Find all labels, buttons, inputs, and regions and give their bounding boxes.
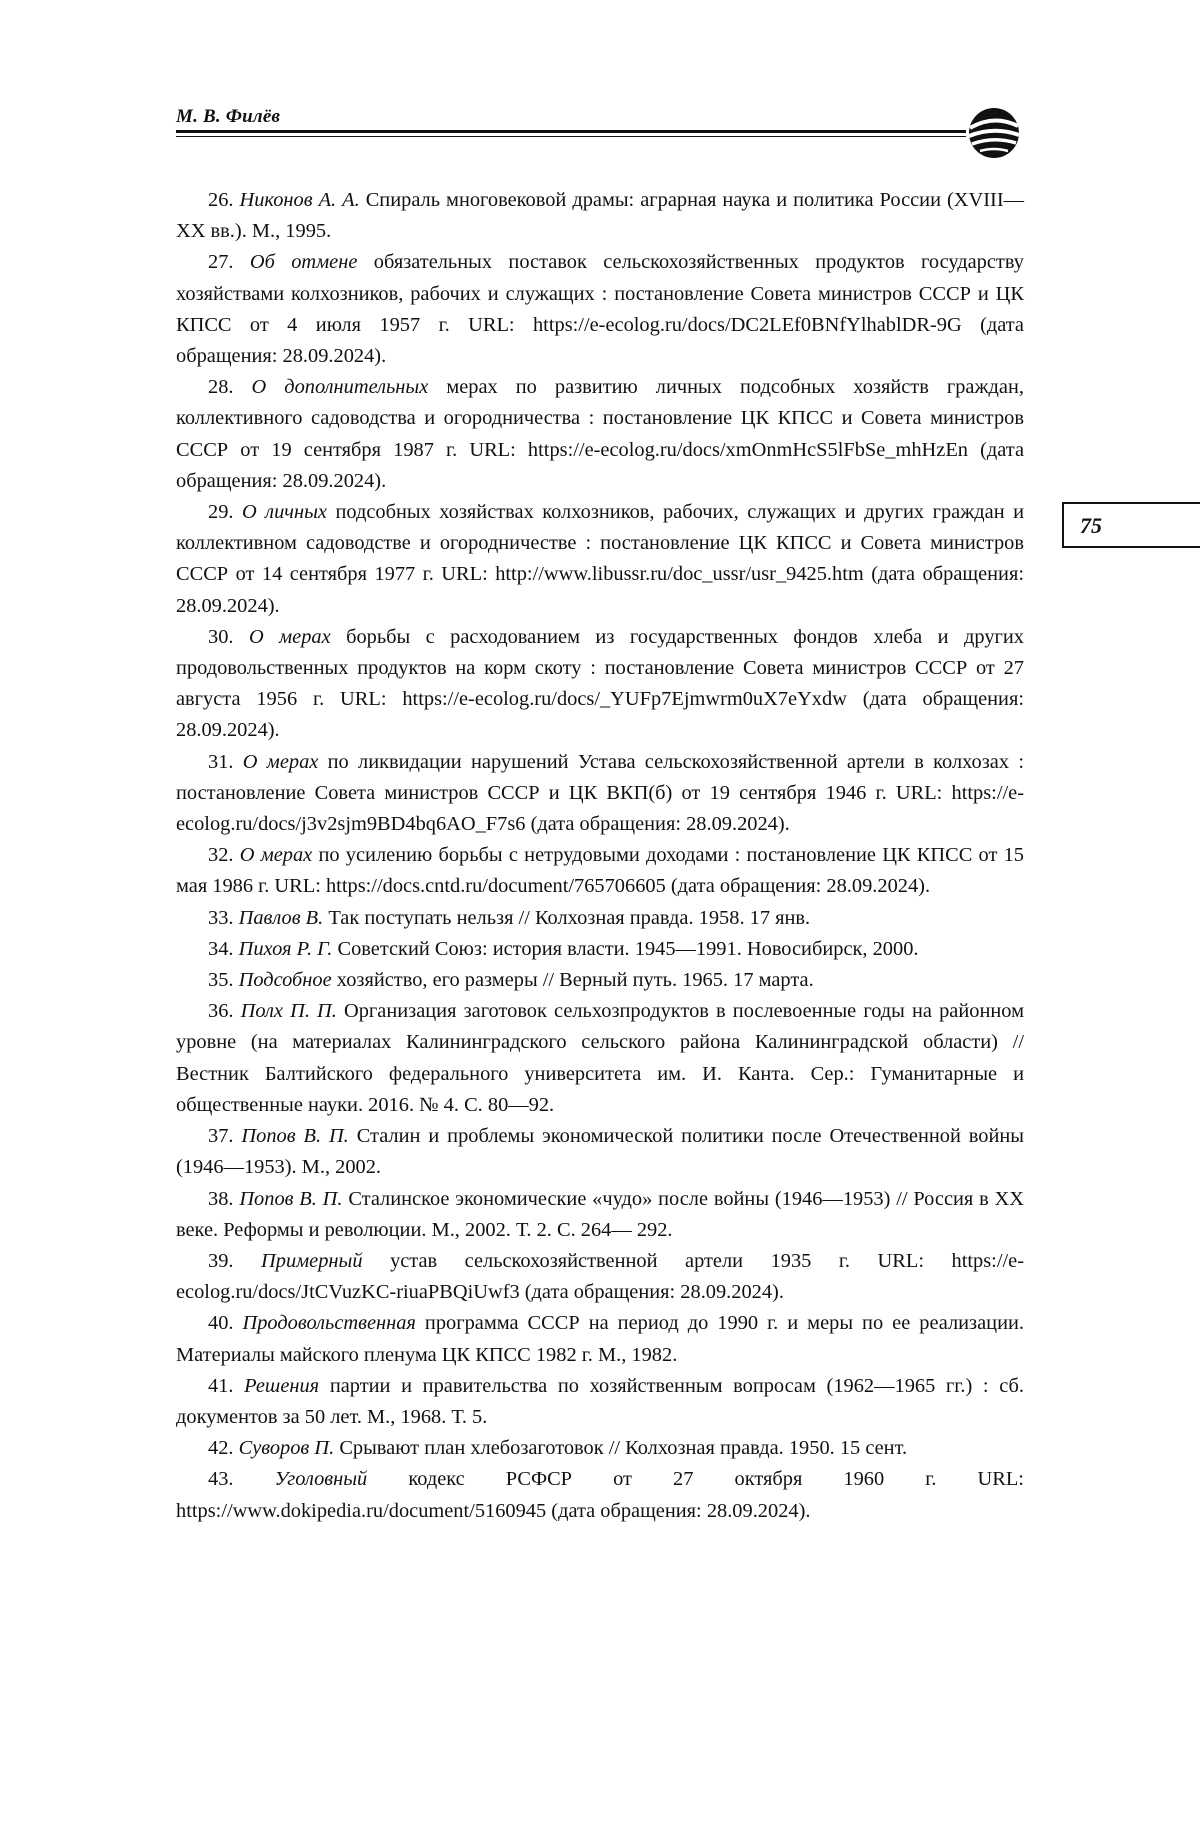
reference-item xyxy=(176,1184,1024,1246)
reference-lead: Никонов А. А. xyxy=(239,189,360,211)
reference-text: борьбы с расходованием из государственных фондов хлеба и других продовольственных продуктов на корм скоту : постановление Совета министров СССР от 27 августа 1956 г. URL: https://e-ecolog.ru/docs/_YUFp7Ejmwrm0uX7eYxdw (дата обращения: 28.09.2024). xyxy=(176,625,1024,742)
reference-item xyxy=(176,1121,1024,1183)
reference-list xyxy=(176,185,1024,1527)
reference-text: Организация заготовок сельхозпродуктов в послевоенные годы на районном уровне (на материалах Калининградского сельского района Калининградской области) // Вестник Балтийского федерального университета им. И. Канта. Сер.: Гуманитарные и общественные науки. 2016. № 4. С. 80—92. xyxy=(176,1000,1024,1116)
reference-text: Советский Союз: история власти. 1945—1991. Новосибирск, 2000. xyxy=(337,937,919,960)
reference-number: 29. xyxy=(208,501,234,524)
reference-text: Сталинское экономические «чудо» после войны (1946—1953) // Россия в XX веке. Реформы и революции. М., 2002. Т. 2. С. 264— 292. xyxy=(176,1187,1024,1241)
reference-lead: О мерах xyxy=(242,750,319,773)
reference-number: 39. xyxy=(208,1249,234,1272)
reference-text: мерах по развитию личных подсобных хозяйств граждан, коллективного садоводства и огородничества : постановление ЦК КПСС и Совета министров СССР от 19 сентября 1987 г. URL: https://e-ecolog.ru/docs/xmOnmHcS5lFbSe_mhHzEn (дата обращения: 28.09.2024). xyxy=(176,376,1024,492)
reference-number: 37. xyxy=(208,1125,234,1148)
reference-text: по усилению борьбы с нетрудовыми доходами : постановление ЦК КПСС от 15 мая 1986 г. URL: https://docs.cntd.ru/document/765706605 (дата обращения: 28.09.2024). xyxy=(176,844,1024,898)
reference-text: Срывают план хлебозаготовок // Колхозная правда. 1950. 15 сент. xyxy=(339,1437,908,1460)
page-number: 75 xyxy=(1080,513,1102,538)
header-rule-thin xyxy=(176,136,966,137)
reference-number: 32. xyxy=(208,844,234,867)
reference-text: устав сельскохозяйственной артели 1935 г. URL: https://e-ecolog.ru/docs/JtCVuzKC-riuaPBQiUwf3 (дата обращения: 28.09.2024). xyxy=(176,1249,1025,1304)
reference-lead: Решения xyxy=(244,1374,320,1397)
reference-item xyxy=(176,934,1024,965)
reference-text: кодекс РСФСР от 27 октября 1960 г. URL: https://www.dokipedia.ru/document/5160945 (дата обращения: 28.09.2024). xyxy=(176,1468,1024,1522)
reference-text: хозяйство, его размеры // Верный путь. 1965. 17 марта. xyxy=(336,969,814,992)
reference-lead: Полх П. П. xyxy=(240,1000,337,1023)
reference-item xyxy=(176,747,1024,841)
reference-text: партии и правительства по хозяйственным вопросам (1962—1965 гг.) : сб. документов за 50 лет. М., 1968. Т. 5. xyxy=(176,1374,1024,1428)
reference-item xyxy=(176,622,1024,747)
reference-text: Так поступать нельзя // Колхозная правда. 1958. 17 янв. xyxy=(328,906,811,929)
reference-number: 26. xyxy=(208,189,234,211)
reference-number: 43. xyxy=(208,1468,234,1491)
reference-item xyxy=(176,1246,1024,1308)
reference-number: 38. xyxy=(208,1187,234,1210)
reference-lead: Подсобное xyxy=(238,969,332,992)
reference-item xyxy=(176,247,1024,372)
reference-lead: Продовольственная xyxy=(242,1312,416,1335)
reference-number: 41. xyxy=(208,1374,234,1397)
reference-lead: О дополнительных xyxy=(251,376,429,399)
reference-number: 36. xyxy=(208,1000,234,1023)
reference-text: обязательных поставок сельскохозяйственных продуктов государству хозяйствами колхозников, рабочих и служащих : постановление Совета министров СССР и ЦК КПСС от 4 июля 1957 г. URL: https://e-ecolog.ru/docs/DC2LEf0BNfYlhablDR-9G (дата обращения: 28.09.2024). xyxy=(176,251,1024,368)
reference-number: 35. xyxy=(208,969,234,992)
reference-number: 34. xyxy=(208,937,234,960)
reference-number: 31. xyxy=(208,750,234,773)
reference-number: 42. xyxy=(208,1437,234,1460)
running-head-author: М. В. Филёв xyxy=(176,106,281,127)
reference-lead: Пихоя Р. Г. xyxy=(238,937,333,960)
reference-item xyxy=(176,965,1024,996)
reference-item xyxy=(176,372,1024,497)
reference-item xyxy=(176,497,1024,622)
reference-lead: Попов В. П. xyxy=(241,1125,349,1148)
reference-item xyxy=(176,1433,1024,1464)
reference-text: программа СССР на период до 1990 г. и меры по ее реализации. Материалы майского пленума ЦК КПСС 1982 г. М., 1982. xyxy=(176,1312,1024,1366)
reference-text: Спираль многовековой драмы: аграрная наука и политика России (XVIII—XX вв.). М., 1995. xyxy=(176,189,1024,243)
reference-lead: О мерах xyxy=(239,844,313,867)
reference-lead: Уголовный xyxy=(274,1468,368,1491)
reference-lead: Об отмене xyxy=(249,251,358,274)
header-rule xyxy=(176,130,966,133)
reference-item xyxy=(176,996,1024,1121)
reference-text: подсобных хозяйствах колхозников, рабочих, служащих и других граждан и коллективном садоводстве и огородничестве : постановление ЦК КПСС и Совета министров СССР от 14 сентября 1977 г. URL: http://www.libussr.ru/doc_ussr/usr_9425.htm (дата обращения: 28.09.2024). xyxy=(176,501,1025,617)
reference-text: Сталин и проблемы экономической политики после Отечественной войны (1946—1953). М., 2002. xyxy=(176,1125,1025,1179)
reference-text: по ликвидации нарушений Устава сельскохозяйственной артели в колхозах : постановление Совета министров СССР и ЦК ВКП(б) от 19 сентября 1946 г. URL: https://e-ecolog.ru/docs/j3v2sjm9BD4bq6AO_F7s6 (дата обращения: 28.09.2024). xyxy=(176,750,1024,836)
reference-lead: О личных xyxy=(241,501,327,524)
reference-lead: Попов В. П. xyxy=(239,1187,343,1210)
reference-lead: Суворов П. xyxy=(238,1437,335,1460)
reference-item xyxy=(176,1308,1024,1370)
reference-number: 40. xyxy=(208,1312,234,1335)
page-number-tab xyxy=(1062,502,1200,548)
reference-number: 30. xyxy=(208,625,234,648)
reference-lead: Павлов В. xyxy=(238,906,324,929)
reference-lead: О мерах xyxy=(248,625,331,648)
reference-item xyxy=(176,1371,1024,1433)
reference-item xyxy=(176,840,1024,902)
reference-item xyxy=(176,903,1024,934)
journal-wave-logo-icon xyxy=(962,104,1026,162)
reference-number: 27. xyxy=(208,251,234,274)
reference-number: 28. xyxy=(208,376,234,399)
reference-number: 33. xyxy=(208,906,234,929)
reference-item xyxy=(176,1464,1024,1526)
reference-item xyxy=(176,185,1024,247)
reference-lead: Примерный xyxy=(261,1249,363,1272)
